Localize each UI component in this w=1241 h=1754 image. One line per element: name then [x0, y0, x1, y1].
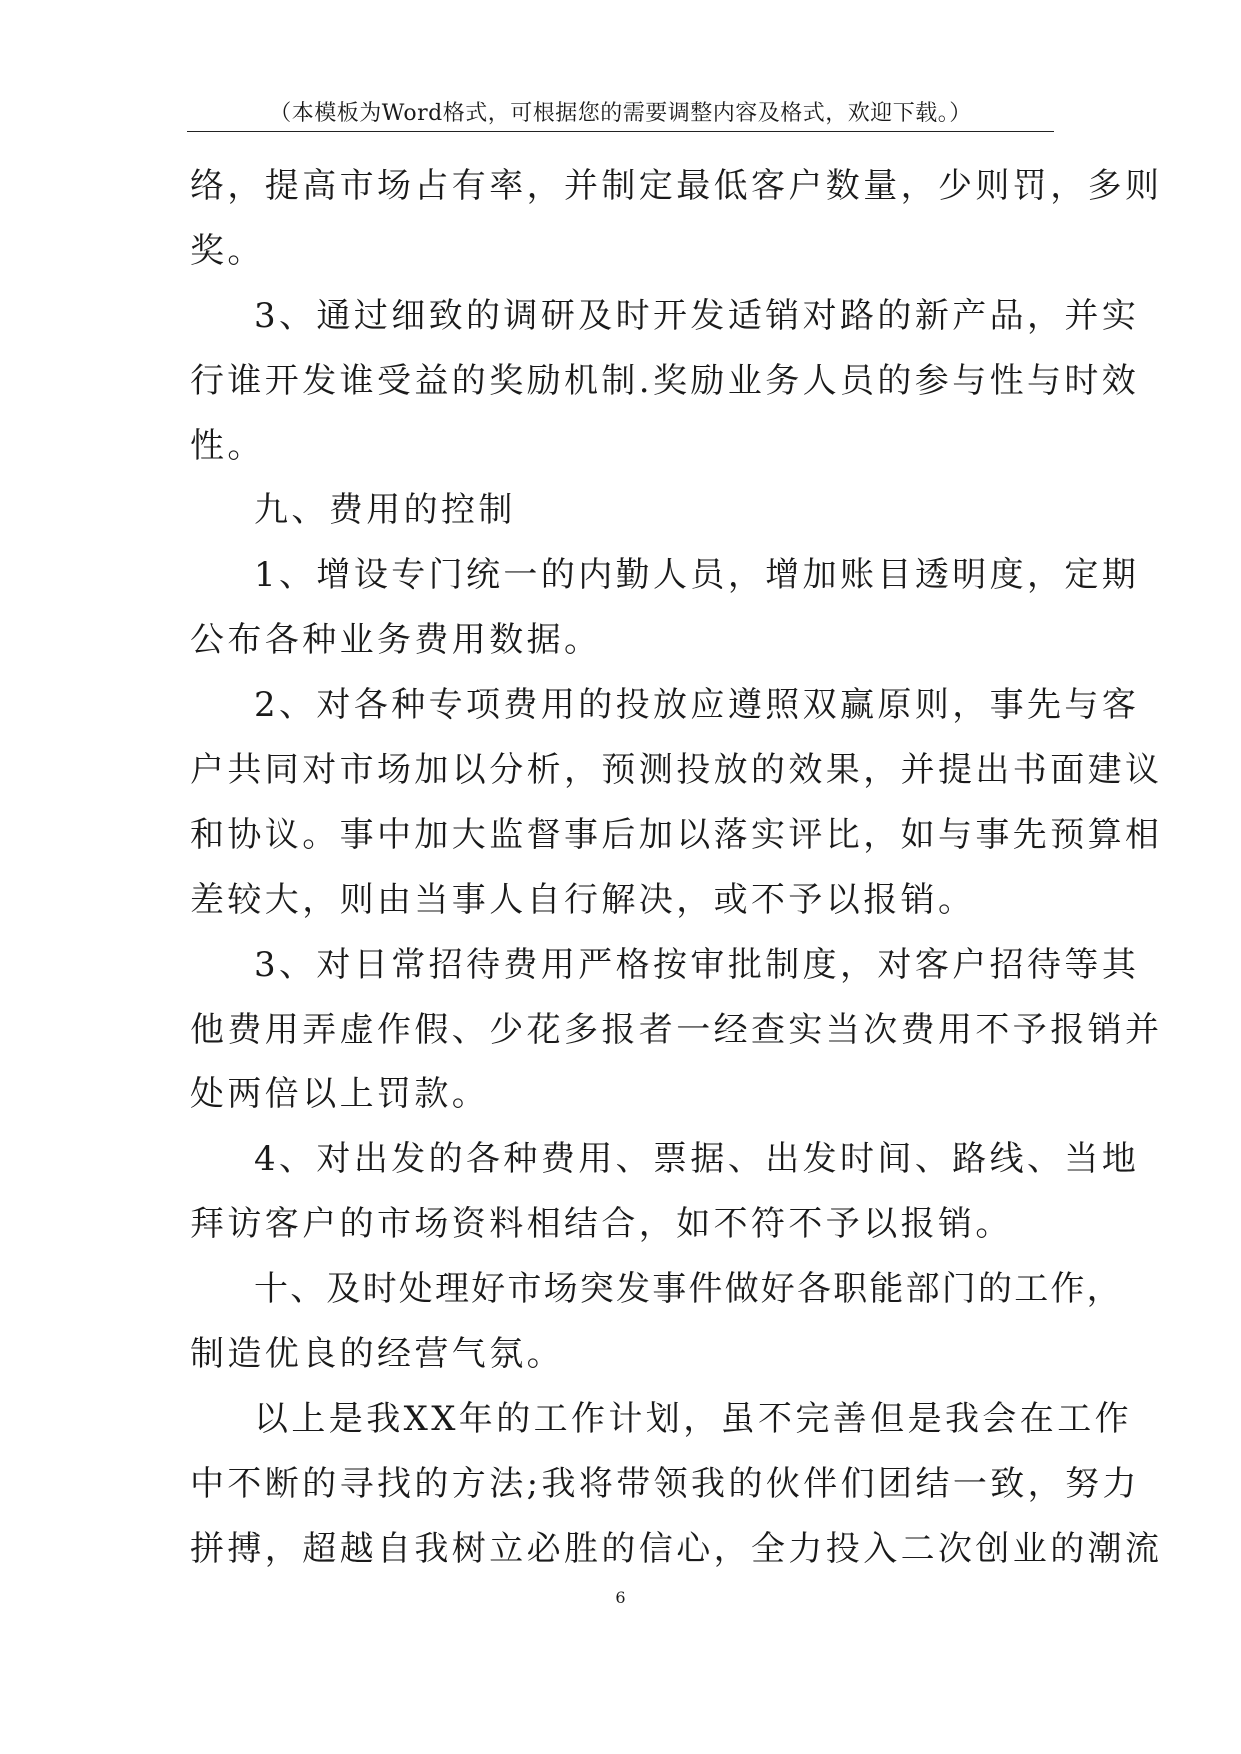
text-line: 公布各种业务费用数据。 [190, 620, 602, 661]
text-line: 和协议。事中加大监督事后加以落实评比，如与事先预算相 [190, 814, 1163, 855]
section-heading: 九、费用的控制 [254, 490, 516, 531]
header-divider [187, 131, 1054, 132]
page-number: 6 [615, 1588, 626, 1607]
document-body [190, 154, 1163, 1582]
text-line: 制造优良的经营气氛。 [190, 1334, 564, 1375]
text-line: 4、对出发的各种费用、票据、出发时间、路线、当地 [254, 1139, 1140, 1180]
text-line: 以上是我XX年的工作计划，虽不完善但是我会在工作 [254, 1398, 1133, 1439]
text-line: 中不断的寻找的方法;我将带领我的伙伴们团结一致，努力 [190, 1463, 1140, 1504]
text-line: 3、通过细致的调研及时开发适销对路的新产品，并实 [254, 295, 1140, 336]
text-line: 差较大，则由当事人自行解决，或不予以报销。 [190, 879, 976, 920]
text-line: 性。 [190, 425, 265, 466]
text-line: 2、对各种专项费用的投放应遵照双赢原则，事先与客 [254, 685, 1140, 726]
text-line: 3、对日常招待费用严格按审批制度，对客户招待等其 [254, 944, 1140, 985]
section-heading: 十、及时处理好市场突发事件做好各职能部门的工作， [254, 1269, 1123, 1310]
text-line: 络，提高市场占有率，并制定最低客户数量，少则罚，多则 [190, 166, 1163, 206]
text-line: 拜访客户的市场资料相结合，如不符不予以报销。 [190, 1204, 1013, 1245]
text-line: 奖。 [190, 230, 265, 271]
text-line: 他费用弄虚作假、少花多报者一经查实当次费用不予报销并 [190, 1009, 1163, 1050]
text-line: 拼搏，超越自我树立必胜的信心，全力投入二次创业的潮流 [190, 1528, 1163, 1569]
text-line: 户共同对市场加以分析，预测投放的效果，并提出书面建议 [190, 750, 1163, 791]
text-line: 行谁开发谁受益的奖励机制.奖励业务人员的参与性与时效 [190, 360, 1140, 401]
text-line: 处两倍以上罚款。 [190, 1074, 490, 1115]
text-line: 1、增设专门统一的内勤人员，增加账目透明度，定期 [254, 555, 1140, 596]
page-header: （本模板为Word格式，可根据您的需要调整内容及格式，欢迎下载。） [269, 101, 972, 126]
